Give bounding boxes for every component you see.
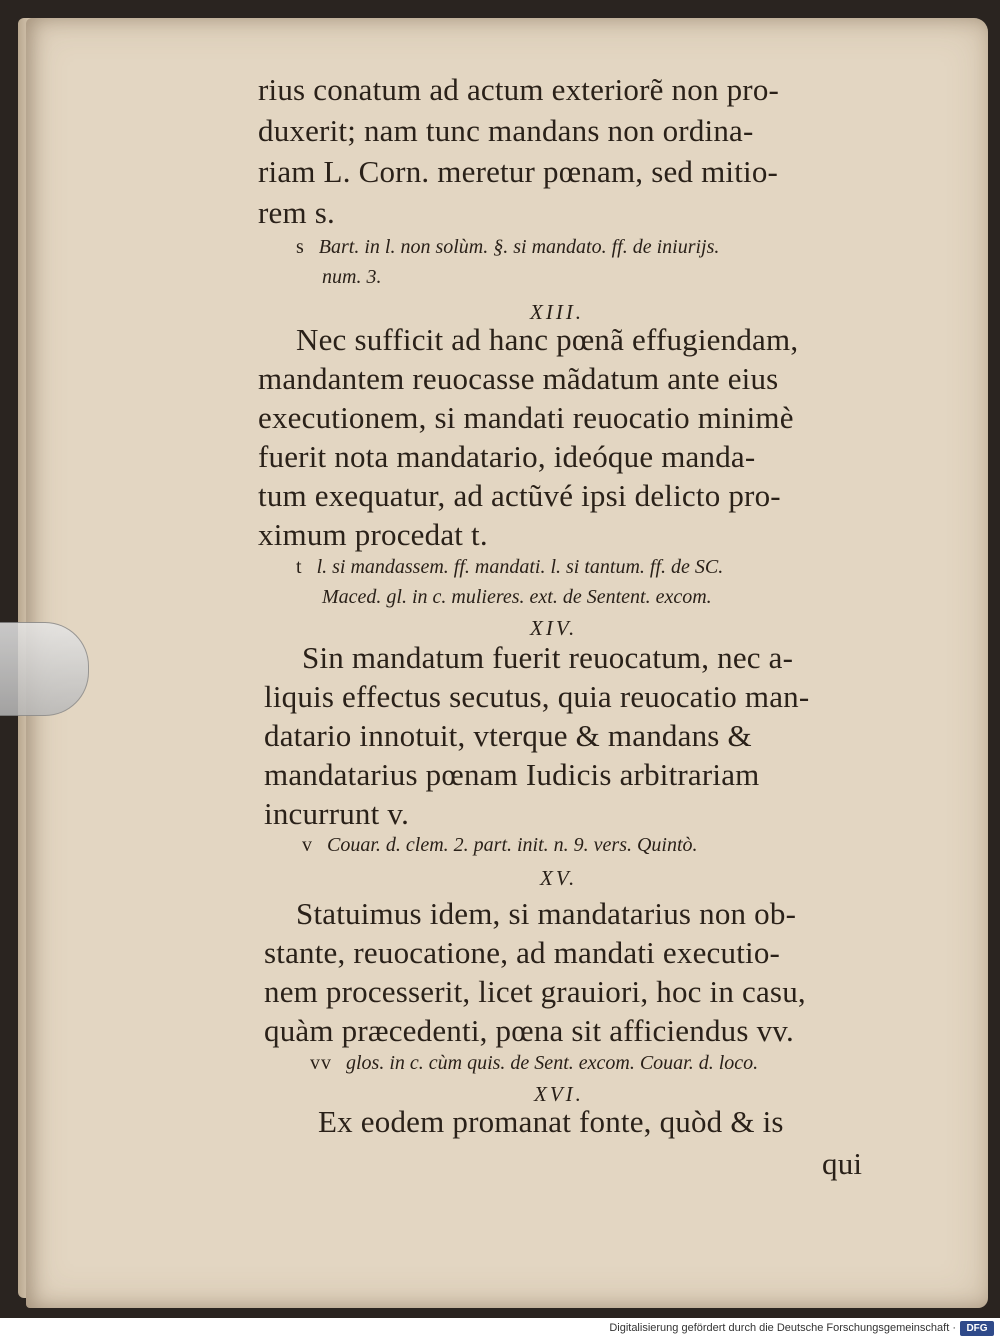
body-line: riam L. Corn. meretur pœnam, sed mitio-: [258, 154, 779, 189]
body-line: duxerit; nam tunc mandans non ordina-: [258, 113, 754, 148]
body-line: datario innotuit, vterque & mandans &: [264, 718, 752, 753]
section-heading: XVI.: [534, 1082, 584, 1106]
body-line: rius conatum ad actum exteriorẽ non pro-: [258, 72, 780, 107]
footnote-text: glos. in c. cùm quis. de Sent. excom. Couar. d. loco.: [346, 1052, 759, 1074]
body-line: liquis effectus secutus, quia reuocatio man-: [264, 679, 810, 714]
footnote-key: v: [302, 834, 313, 856]
body-line: rem s.: [258, 195, 335, 230]
footnote-t: [296, 556, 723, 579]
section-heading: XIV.: [530, 616, 578, 640]
footnote-text: Couar. d. clem. 2. part. init. n. 9. vers. Quintò.: [327, 834, 698, 856]
footnote-key: t: [296, 556, 303, 578]
body-line: stante, reuocatione, ad mandati executio-: [264, 935, 781, 970]
footnote-key: s: [296, 236, 305, 258]
section-heading: XIII.: [530, 300, 585, 324]
catchword: qui: [822, 1146, 863, 1181]
footnote-key: vv: [310, 1052, 332, 1074]
body-line: Nec sufficit ad hanc pœnã effugiendam,: [296, 322, 799, 357]
footnote-s: [296, 236, 719, 259]
body-line: nem processerit, licet grauiori, hoc in casu,: [264, 974, 806, 1009]
footnote-vv: [310, 1052, 758, 1075]
footer-credit: Digitalisierung gefördert durch die Deutsche Forschungsgemeinschaft ·: [609, 1322, 956, 1334]
body-line: mandantem reuocasse mãdatum ante eius: [258, 361, 779, 396]
footnote-v: [302, 834, 698, 857]
body-line: incurrunt v.: [264, 796, 410, 831]
body-line: Ex eodem promanat fonte, quòd & is: [318, 1104, 784, 1139]
dfg-logo-icon: DFG: [960, 1321, 994, 1336]
footnote-text: l. si mandassem. ff. mandati. l. si tantum. ff. de SC.: [316, 556, 724, 578]
body-line: Sin mandatum fuerit reuocatum, nec a-: [302, 640, 794, 675]
body-line: mandatarius pœnam Iudicis arbitrariam: [264, 757, 760, 792]
body-line: quàm præcedenti, pœna sit afficiendus vv.: [264, 1013, 794, 1048]
body-line: fuerit nota mandatario, ideóque manda-: [258, 439, 756, 474]
footer-bar: [0, 1318, 1000, 1340]
body-line: ximum procedat t.: [258, 517, 488, 552]
section-heading: XV.: [540, 866, 578, 890]
body-line: Statuimus idem, si mandatarius non ob-: [296, 896, 797, 931]
footnote-cont: num. 3.: [322, 266, 382, 288]
footnote-text: Bart. in l. non solùm. §. si mandato. ff. de iniurijs.: [318, 236, 720, 258]
body-line: executionem, si mandati reuocatio minimè: [258, 400, 794, 435]
footnote-cont: Maced. gl. in c. mulieres. ext. de Sentent. excom.: [322, 586, 712, 608]
body-line: tum exequatur, ad actũvé ipsi delicto pro-: [258, 478, 781, 513]
